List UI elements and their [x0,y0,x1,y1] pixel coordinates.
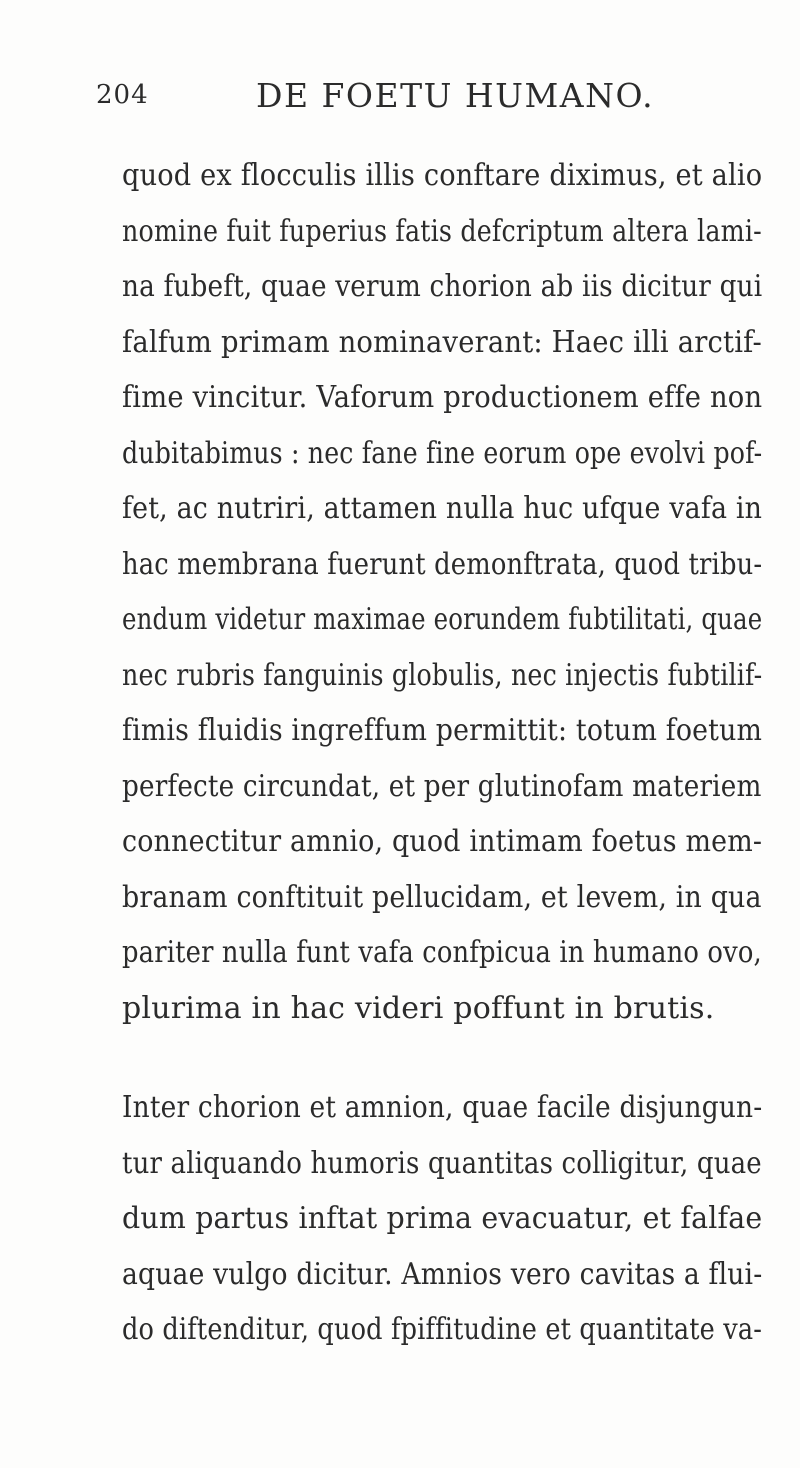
text-line: plurima in hac videri poffunt in brutis. [122,991,715,1026]
text-line: perfecte circundat, et per glutinofam materiem [122,769,762,804]
text-line: pariter nulla funt vafa confpicua in humano ovo, [122,935,762,970]
text-line: quod ex flocculis illis conftare diximus, et alio [122,158,763,193]
text-line: nomine fuit fuperius fatis defcriptum altera lami- [122,214,762,249]
text-line: nec rubris fanguinis globulis, nec injectis fubtilif- [122,658,763,693]
text-line: tur aliquando humoris quantitas colligitur, quae [122,1146,762,1181]
text-line: hac membrana fuerunt demonftrata, quod tribu- [122,547,763,582]
text-line: connectitur amnio, quod intimam foetus mem- [122,824,763,859]
text-line: dum partus inftat prima evacuatur, et falfae [122,1201,763,1236]
text-line: do diftenditur, quod fpiffitudine et quantitate va- [122,1312,763,1347]
text-line: branam conftituit pellucidam, et levem, in qua [122,880,762,915]
page-number: 204 [96,80,149,110]
text-line: dubitabimus : nec fane fine eorum ope evolvi pof- [122,436,763,471]
text-line: fet, ac nutriri, attamen nulla huc ufque vafa in [122,491,763,526]
page-header [0,56,800,115]
text-line: aquae vulgo dicitur. Amnios vero cavitas a flui- [122,1257,763,1292]
text-line: fimis fluidis ingreffum permittit: totum foetum [122,713,763,748]
running-head: DE FOETU HUMANO. [256,76,655,115]
text-line: na fubeft, quae verum chorion ab iis dicitur qui [122,269,763,304]
text-line: Inter chorion et amnion, quae facile disjungun- [122,1090,763,1125]
text-line: falfum primam nominaverant: Haec illi arctif- [122,325,762,360]
text-line: fime vincitur. Vaforum productionem effe non [122,380,763,415]
text-line: endum videtur maximae eorundem fubtilitati, quae [122,602,763,637]
